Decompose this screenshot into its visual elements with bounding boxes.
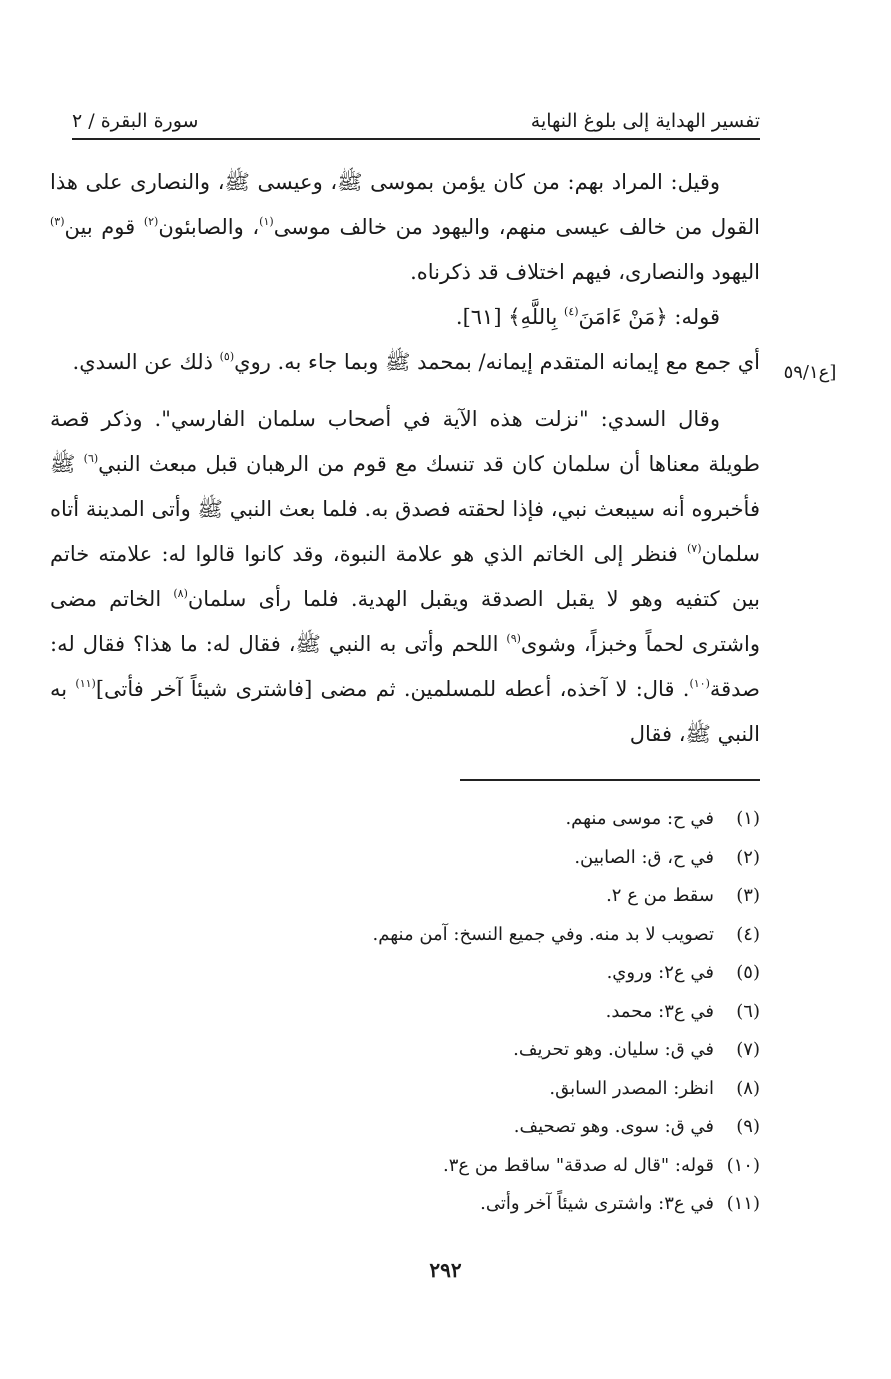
text-run: أي جمع مع إيمانه المتقدم إيمانه/ بمحمد ﷺ وبما جاء به. روي (234, 350, 760, 374)
footnote-text: تصويب لا بد منه. وفي جميع النسخ: آمن منهم. (372, 923, 714, 945)
footnote-number: (٨) (736, 1077, 760, 1099)
text-run: اللحم وأتى به النبي ﷺ، فقال له: ما هذا؟ فقال له: صدقة (50, 632, 761, 701)
footnote-marker: (١٠) (689, 677, 710, 690)
footnote-text: سقط من ع ٢. (606, 885, 714, 906)
header-rule (72, 138, 760, 140)
footnote-item (300, 993, 760, 1032)
book-title: تفسير الهداية إلى بلوغ النهاية (530, 110, 760, 132)
text-run: اليهود والنصارى، فيهم اختلاف قد ذكرناه. (410, 260, 760, 284)
manuscript-folio-ref: [ع٥٩/١ (783, 362, 837, 383)
footnote-item (300, 1185, 760, 1224)
footnote-item (300, 800, 760, 839)
footnote-item (300, 954, 760, 993)
footnote-number: (٧) (736, 1039, 760, 1060)
footnote-number: (٩) (736, 1116, 760, 1137)
footnote-marker: (٧) (686, 542, 702, 555)
running-head (72, 92, 760, 132)
footnote-text: في ع٣: واشترى شيئاً آخر وأتى. (480, 1193, 714, 1214)
quran-verse-line (50, 295, 760, 340)
text-run: ذلك عن السدي. (72, 350, 220, 374)
paragraph-1 (50, 160, 760, 295)
text-run: . قال: لا آخذه، أعطه للمسلمين. ثم مضى [فاشترى شيئاً آخر فأتى] (95, 677, 690, 701)
text-run: ، والصابئون (158, 215, 260, 239)
footnote-marker: (٤) (564, 305, 579, 318)
footnote-number: (٤) (736, 923, 760, 945)
footnote-number: (١١) (726, 1193, 760, 1214)
footnote-item (300, 839, 760, 878)
footnote-item (300, 1031, 760, 1070)
footnote-item (300, 1108, 760, 1147)
text-run: به النبي ﷺ، فقال (50, 677, 760, 746)
footnote-marker: (٣) (50, 215, 65, 228)
footnote-marker: (٨) (173, 587, 188, 600)
footnote-number: (٦) (736, 1000, 760, 1022)
footnote-item (300, 916, 760, 955)
footnote-item (300, 1070, 760, 1109)
footnote-number: (٣) (736, 885, 760, 906)
footnote-text: في ع٢: وروي. (606, 962, 714, 983)
footnote-marker: (٦) (83, 452, 99, 465)
footnote-text: انظر: المصدر السابق. (549, 1077, 714, 1099)
page-number: ٢٩٢ (429, 1258, 462, 1282)
text-run: الخاتم مضى واشترى لحماً وخبزاً، وشوى (50, 587, 760, 656)
footnote-number: (٥) (736, 962, 760, 983)
text-run: وقيل: المراد بهم: من كان يؤمن بموسى ﷺ، وعيسى ﷺ، والنصارى على هذا القول من خالف عيسى منهم، واليهود من خالف موسى (50, 170, 760, 239)
surah-label: سورة البقرة / ٢ (72, 110, 199, 132)
paragraph-3 (50, 340, 760, 385)
text-run: وقال السدي: "نزلت هذه الآية في أصحاب سلمان الفارسي". وذكر قصة طويلة معناها أن سلمان كان قد تنسك مع قوم من الرهبان قبل مبعث النبي (50, 407, 760, 476)
footnote-marker: (٥) (219, 350, 235, 363)
paragraph-4 (50, 397, 760, 757)
text-run: فنظر إلى الخاتم الذي هو علامة النبوة، وقد كانوا قالوا له: علامته خاتم بين كتفيه وهو لا يقبل الصدقة ويقبل الهدية. فلما رأى سلمان (50, 542, 760, 611)
footnote-text: في ح: موسى منهم. (565, 808, 714, 829)
footnote-text: في ق: سوى. وهو تصحيف. (513, 1116, 714, 1137)
footnote-number: (١) (736, 808, 760, 829)
footnotes-list (300, 800, 760, 1224)
text-run: قوله: ﴿مَنْ ءَامَنَ (578, 305, 720, 329)
footnote-marker: (٢) (143, 215, 159, 228)
footnote-rule (460, 779, 760, 781)
footnote-text: قوله: "قال له صدقة" ساقط من ع٣. (442, 1154, 714, 1176)
footnote-text: في ح، ق: الصابين. (574, 846, 714, 868)
footnote-marker: (١) (259, 215, 274, 228)
footnote-number: (١٠) (726, 1154, 760, 1176)
text-run: ﷺ فأخبروه أنه سيبعث نبي، فإذا لحقته فصدق به. فلما بعث النبي ﷺ وأتى المدينة أتاه سلمان (50, 452, 760, 566)
footnote-item (300, 877, 760, 916)
footnote-item (300, 1147, 760, 1186)
footnote-text: في ق: سليان. وهو تحريف. (513, 1039, 714, 1060)
footnote-marker: (٩) (506, 632, 521, 645)
text-run: بِاللَّهِ﴾ [٦١]. (455, 305, 565, 329)
text-run: قوم بين (64, 215, 144, 239)
main-text (50, 160, 760, 757)
footnote-text: في ع٣: محمد. (605, 1000, 714, 1022)
footnote-number: (٢) (736, 846, 760, 868)
footnote-marker: (١١) (75, 677, 96, 690)
